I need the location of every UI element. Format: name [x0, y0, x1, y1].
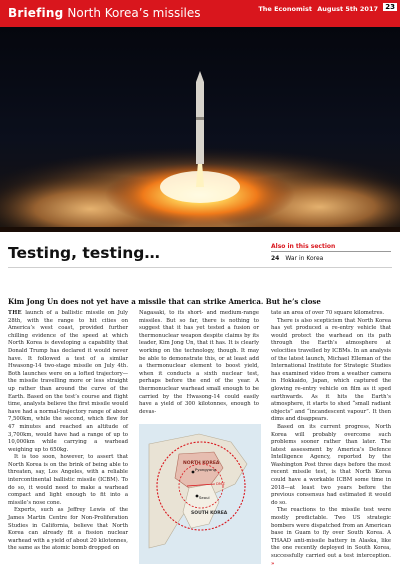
- also-title: Also in this section: [271, 243, 391, 252]
- map-label-dmz: DMZ: [216, 481, 225, 486]
- missile-launch-photo: [0, 27, 400, 232]
- continue-arrow-icon: »: [271, 560, 275, 567]
- publication-meta: [258, 5, 378, 13]
- paragraph: Based on its current progress, North Korea will probably overcome such problems sooner rather than later. The latest assessment by America’s Defence Intelligence Agency, reported by the Washington Post three days before the most recent missile test, is that North Korea could have a workable ICBM some time in 2018—at least two years before the previous consensus had estimated it would do so.: [271, 423, 391, 506]
- text-column-1: [8, 310, 128, 553]
- map-label-north-korea: NORTH KOREA: [183, 461, 220, 466]
- map-label-pyongyang: Pyongyang: [195, 467, 217, 472]
- page-number: 23: [385, 3, 395, 11]
- paragraph: [8, 310, 128, 454]
- section-label: Briefing: [8, 6, 64, 20]
- korea-map: [139, 424, 261, 564]
- paragraph: [271, 507, 391, 568]
- page-header: [0, 0, 400, 27]
- paragraph: tate an area of over 70 square kilometres.: [271, 310, 385, 316]
- paragraph: It is too soon, however, to assert that North Korea is on the brink of being able to threaten, say, Los Angeles, with a reliable intercontinental ballistic missile (ICBM). To do so, it would need to make a warhead compact and light enough to fit into a missile’s nose cone.: [8, 454, 128, 506]
- paragraph-text: The reactions to the missile test were mostly predictable. Two US strategic bombers were dispatched from an American base in Guam to fly over South Korea. A THAAD anti-missile battery in Alaska, like the one recently deployed in South Korea, successfully carried out a test interception.: [271, 507, 391, 559]
- publication-name: The Economist: [258, 5, 312, 13]
- section-divider: [8, 267, 392, 268]
- dropcap: THE: [8, 310, 22, 316]
- also-item[interactable]: [271, 255, 391, 262]
- text-column-3: [271, 310, 391, 568]
- paragraph: Experts, such as Jeffrey Lewis of the James Martin Centre for Non-Proliferation Studies in California, believe that North Korea can already fit a fission nuclear warhead with a yield of about 20 kilotonnes, the same as the atomic bomb dropped on: [8, 507, 128, 552]
- also-item-page: 24: [271, 255, 280, 262]
- article-rubric: Kim Jong Un does not yet have a missile that can strike America. But he’s close: [8, 297, 321, 306]
- issue-date: August 5th 2017: [317, 5, 378, 13]
- text-column-2: [139, 310, 259, 416]
- map-label-south-korea: SOUTH KOREA: [191, 511, 228, 516]
- briefing-title: North Korea’s missiles: [67, 6, 201, 20]
- map-label-seoul: Seoul: [199, 495, 210, 500]
- also-item-label: War in Korea: [285, 255, 324, 262]
- paragraph-text: launch of a ballistic missile on July 28th, with the range to hit cities on America’s west coast, provided further chilling evidence of the speed at which North Korea is developing a capability that Donald Trump has declared it would never have. It followed a test of a similar Hwasong-14 two-stage missile on July 4th. Both launches were on a lofted trajectory—the missile travelling more or less straight up rather than around the curve of the Earth. Based on the test’s course and flight time, analysts believe the first missile would have had a normal-trajectory range of about 7,500km, while the second, which flew for 47 minutes and reached an altitude of 3,700km, would have had a range of up to 10,000km while carrying a warhead weighing up to 650kg.: [8, 310, 128, 453]
- paragraph: There is also scepticism that North Korea has yet produced a re-entry vehicle that would protect the warhead on its path through the Earth’s atmosphere at velocities travelled by ICBMs. In an analysis of the latest launch, Michael Elleman of the International Institute for Strategic Studies has examined video from a weather camera in Hokkaido, Japan, which captured the glowing re-entry vehicle on film as it sped earthwards. As it hits the Earth’s atmosphere, it starts to shed “small radiant objects” and “incandescent vapour”. It then dims and disappears.: [271, 317, 391, 423]
- also-in-section: [271, 243, 391, 262]
- paragraph: Nagasaki, to its short- and medium-range missiles. But so far, there is nothing to suggest that it has yet tested a fusion or thermonuclear weapon despite claims by its leader, Kim Jong Un, that it has. It is clearly working on the technology, though. It may be able to demonstrate this, or at least add a thermonuclear element to boost yield, when it conducts a sixth nuclear test, perhaps before the end of the year. A thermonuclear warhead small enough to be carried by the Hwasong-14 could easily have a yield of 300 kilotonnes, enough to devas-: [139, 310, 259, 415]
- article-headline: Testing, testing…: [8, 244, 160, 262]
